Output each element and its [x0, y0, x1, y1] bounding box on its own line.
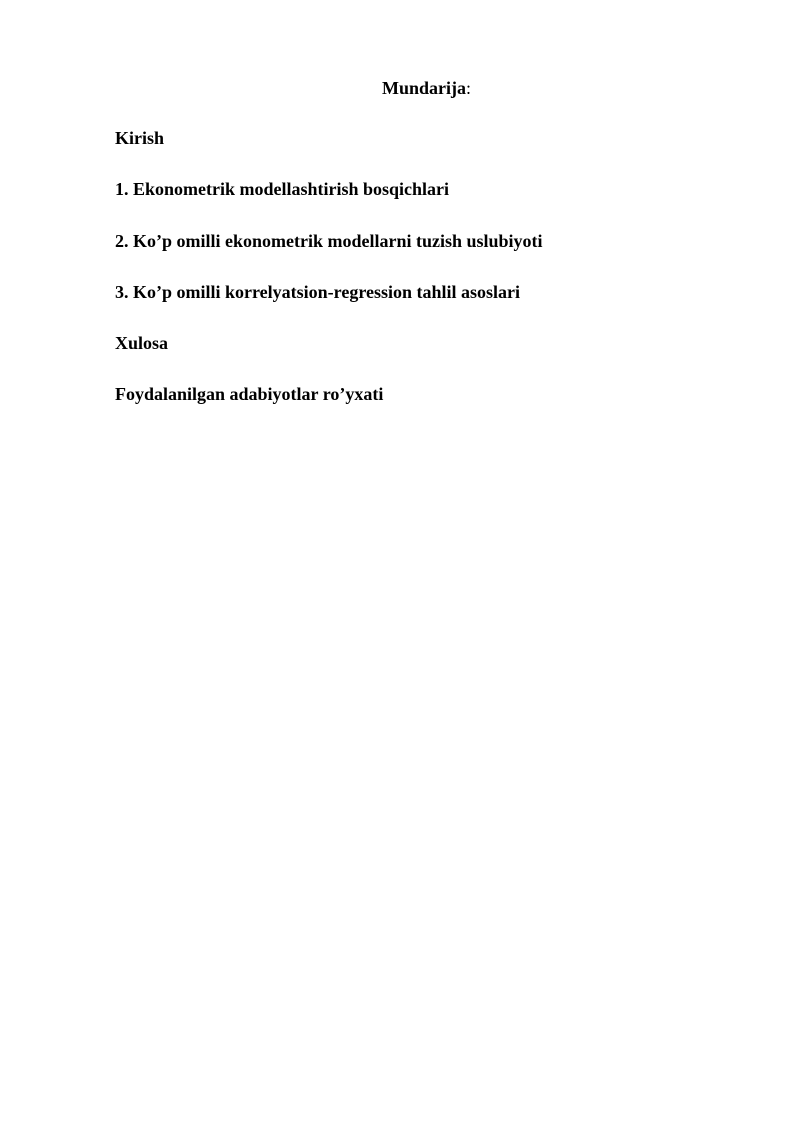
toc-item-chapter-3: 3. Ko’p omilli korrelyatsion-regression tahlil asoslari — [115, 281, 520, 302]
table-of-contents — [115, 126, 543, 434]
toc-item-introduction: Kirish — [115, 128, 165, 148]
title-colon: : — [466, 78, 472, 98]
toc-item-chapter-1: 1. Ekonometrik modellashtirish bosqichlari — [115, 179, 450, 200]
toc-item-conclusion: Xulosa — [115, 333, 169, 354]
toc-item-references: Foydalanilgan adabiyotlar ro’yxati — [115, 384, 384, 405]
page-title — [382, 76, 471, 100]
title-text: Mundarija — [382, 78, 467, 98]
toc-item-chapter-2: 2. Ko’p omilli ekonometrik modellarni tuzish uslubiyoti — [115, 230, 543, 251]
